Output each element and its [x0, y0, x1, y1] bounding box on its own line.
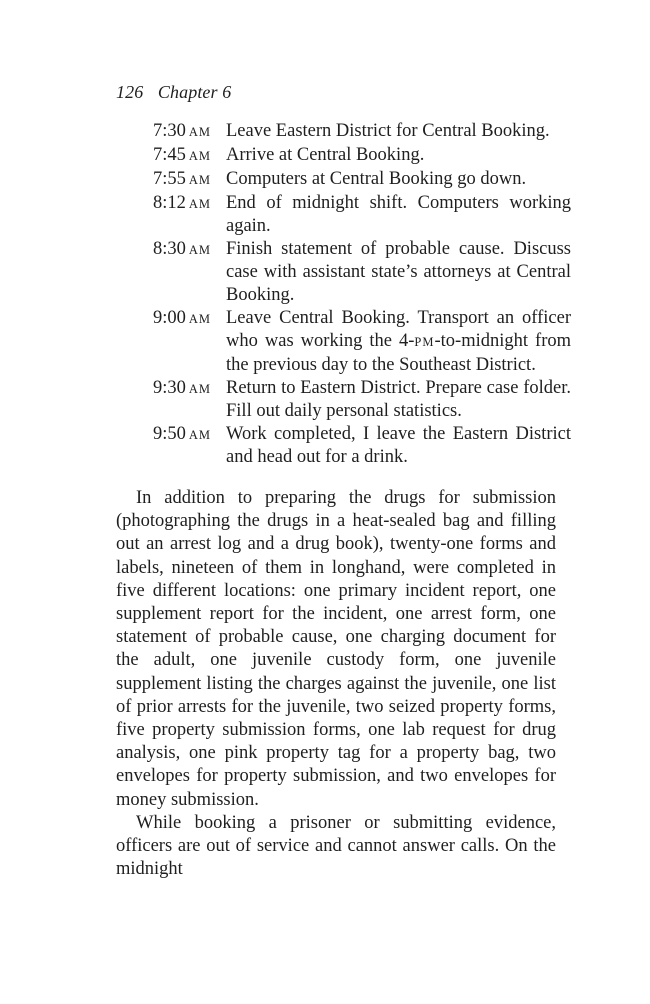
- entry-description: Finish statement of probable cause. Discuss case with assistant state’s attorneys at Central Booking.: [226, 239, 571, 305]
- time-clock: 7:55: [152, 169, 186, 189]
- time-clock: 8:12: [152, 193, 186, 213]
- time-ampm: AM: [188, 312, 211, 326]
- timeline-entry: [116, 423, 571, 469]
- timeline-entry: [116, 238, 571, 307]
- entry-time: [116, 192, 211, 216]
- time-ampm: AM: [188, 173, 211, 187]
- timeline-list: [116, 120, 571, 469]
- page-number: 126: [116, 82, 144, 102]
- timeline-entry: [116, 168, 556, 192]
- time-clock: 7:30: [152, 121, 186, 141]
- time-clock: 9:50: [152, 424, 186, 444]
- entry-time: [116, 423, 211, 447]
- entry-time: [116, 168, 211, 192]
- timeline-entry: [116, 307, 571, 377]
- entry-time: [116, 307, 211, 331]
- paragraph: While booking a prisoner or submitting evidence, officers are out of service and cannot answer calls. On the midnight: [116, 812, 556, 880]
- running-head: [116, 82, 231, 103]
- paragraph: In addition to preparing the drugs for submission (photographing the drugs in a heat-sealed bag and filling out an arrest log and a drug book), twenty-one forms and labels, nineteen of them in longhand, were completed in five different locations: one primary incident report, one supplement report for the incident, one arrest form, one statement of probable cause, one charging document for the adult, one juvenile custody form, one juvenile supplement listing the charges against the juvenile, one list of prior arrests for the juvenile, two seized property forms, five property submission forms, one lab request for drug analysis, one pink property tag for a property bag, two envelopes for property submission, and two envelopes for money submission.: [116, 488, 556, 810]
- time-clock: 8:30: [152, 239, 186, 259]
- timeline-entry: [116, 120, 556, 144]
- time-ampm: AM: [188, 125, 211, 139]
- time-ampm: AM: [188, 243, 211, 257]
- time-clock: 7:45: [152, 145, 186, 165]
- time-ampm: AM: [188, 149, 211, 163]
- time-clock: 9:00: [152, 308, 186, 328]
- chapter-title: Chapter 6: [157, 82, 232, 102]
- time-ampm: AM: [188, 428, 211, 442]
- entry-description: Arrive at Central Booking.: [226, 145, 425, 165]
- timeline-entry: [116, 144, 556, 168]
- entry-time: [116, 144, 211, 168]
- entry-description: Computers at Central Booking go down.: [226, 169, 527, 189]
- entry-text-smallcaps: PM: [414, 335, 435, 349]
- entry-description: [226, 307, 571, 377]
- entry-text-part: -to-midnight from the previous day to the Southeast District.: [226, 331, 571, 375]
- entry-text-part: Leave Central Booking. Transport an officer who was working the 4-: [226, 308, 571, 351]
- entry-time: [116, 377, 211, 401]
- timeline-entry: [116, 377, 571, 423]
- entry-time: [116, 120, 211, 144]
- entry-time: [116, 238, 211, 262]
- time-ampm: AM: [188, 382, 211, 396]
- entry-description: Leave Eastern District for Central Booking.: [226, 121, 550, 141]
- time-clock: 9:30: [152, 378, 186, 398]
- entry-description: Return to Eastern District. Prepare case folder. Fill out daily personal statistics.: [226, 378, 571, 421]
- entry-description: End of midnight shift. Computers working again.: [226, 193, 571, 236]
- entry-description: Work completed, I leave the Eastern District and head out for a drink.: [226, 424, 571, 467]
- timeline-entry: [116, 192, 571, 238]
- body-text: [116, 487, 556, 881]
- time-ampm: AM: [188, 197, 211, 211]
